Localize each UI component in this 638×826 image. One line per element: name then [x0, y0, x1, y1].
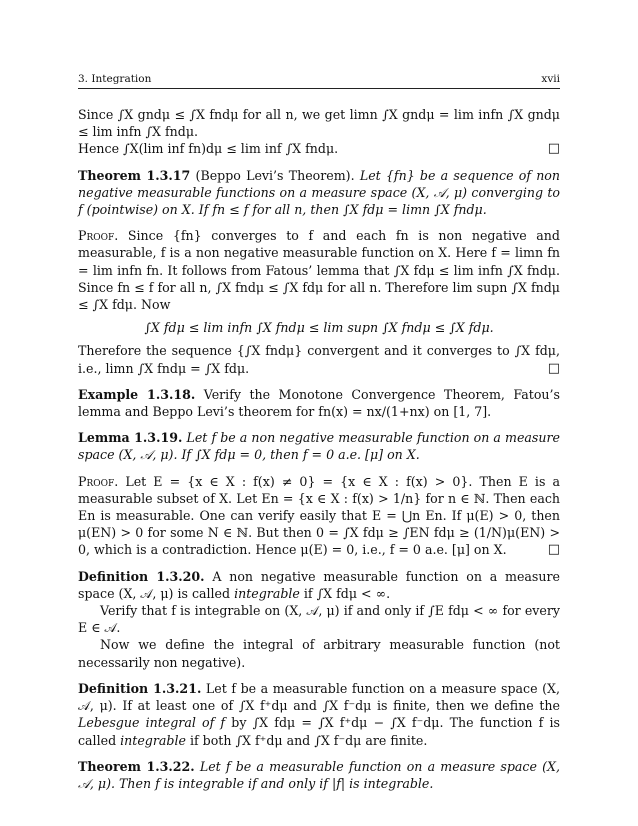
- verify-paragraph: Verify that f is integrable on (X, 𝒜, μ) if and only if ∫E fdμ < ∞ for every E ∈ 𝒜.: [78, 603, 560, 636]
- intro-line-1: Since ∫X gndμ ≤ ∫X fndμ for all n, we get limn ∫X gndμ = lim infn ∫X gndμ ≤ lim infn ∫X fndμ.: [78, 107, 560, 140]
- theorem-statement: Let {fn} be a sequence of non negative measurable functions on a measure space (X, 𝒜, μ) converging to f (pointwise) on X. If fn ≤ f for all n, then ∫X fdμ = limn ∫X fndμ.: [78, 167, 560, 218]
- definition-term-2: integrable: [120, 732, 186, 748]
- proof-keyword: Proof.: [78, 228, 119, 244]
- qed-symbol: □: [547, 542, 560, 558]
- definition-tail: if ∫X fdμ < ∞.: [303, 585, 391, 601]
- theorem-statement: Let f be a measurable function on a measure space (X, 𝒜, μ). Then f is integrable if and only if |f| is integrable.: [78, 758, 560, 791]
- proof-keyword: Proof.: [78, 473, 119, 489]
- example-text: Verify the Monotone Convergence Theorem, Fatou’s lemma and Beppo Levi’s theorem for fn(x) = nx/(1+nx) on [1, 7].: [78, 386, 560, 420]
- page-body: [78, 106, 560, 792]
- proof-text: Since {fn} converges to f and each fn is non negative and measurable, f is a non negative measurable function on X. Here f = limn fn = lim infn fn. It follows from Fatous’ lemma that ∫X fdμ ≤ lim infn ∫X fndμ. Since fn ≤ f for all n, ∫X fndμ ≤ ∫X fdμ for all n. Therefore lim supn ∫X fndμ ≤ ∫X fdμ. Now: [78, 228, 560, 313]
- display-equation: ∫X fdμ ≤ lim infn ∫X fndμ ≤ lim supn ∫X fndμ ≤ ∫X fdμ.: [144, 320, 494, 336]
- chapter-label: 3. Integration: [78, 73, 152, 85]
- theorem-title: Theorem 1.3.17: [78, 167, 191, 183]
- theorem-1-3-22: [78, 758, 560, 792]
- now-define-paragraph: Now we define the integral of arbitrary measurable function (not necessarily non negative).: [78, 637, 560, 670]
- lemma-statement: Let f be a non negative measurable function on a measure space (X, 𝒜, μ). If ∫X fdμ = 0, then f = 0 a.e. [μ] on X.: [78, 430, 560, 463]
- running-header: [78, 73, 560, 85]
- definition-text-2: by ∫X fdμ = ∫X f⁺dμ − ∫X f⁻dμ. The function f is called: [78, 715, 560, 748]
- proof-1-3-17: [78, 227, 560, 313]
- theorem-name: (Beppo Levi’s Theorem).: [195, 167, 355, 183]
- definition-title: Definition 1.3.21.: [78, 680, 202, 696]
- qed-symbol: □: [547, 141, 560, 157]
- definition-term: integrable: [234, 585, 300, 601]
- example-1-3-18: [78, 386, 560, 420]
- definition-text: A non negative measurable function on a measure space (X, 𝒜, μ) is called: [78, 568, 560, 601]
- definition-title: Definition 1.3.20.: [78, 568, 205, 584]
- example-title: Example 1.3.18.: [78, 386, 196, 402]
- lemma-1-3-19: [78, 429, 560, 463]
- definition-term: Lebesgue integral of f: [78, 715, 226, 731]
- proof-conclusion-text: Therefore the sequence {∫X fndμ} convergent and it converges to ∫X fdμ, i.e., limn ∫X fndμ = ∫X fdμ.: [78, 343, 560, 376]
- proof-text: Let E = {x ∈ X : f(x) ≠ 0} = {x ∈ X : f(x) > 0}. Then E is a measurable subset of X. Let En = {x ∈ X : f(x) > 1/n} for n ∈ ℕ. Then each En is measurable. One can verify easily that E = ⋃n En. If μ(E) > 0, then μ(EN) > 0 for some N ∈ ℕ. But then 0 = ∫X fdμ ≥ ∫EN fdμ ≥ (1/N)μ(EN) > 0, which is a contradiction. Hence μ(E) = 0, i.e., f = 0 a.e. [μ] on X.: [78, 473, 560, 558]
- intro-line-2: Hence ∫X(lim inf fn)dμ ≤ lim inf ∫X fndμ.: [78, 141, 339, 157]
- proof-1-3-19: [78, 473, 560, 559]
- definition-text-3: if both ∫X f⁺dμ and ∫X f⁻dμ are finite.: [189, 732, 428, 748]
- page-number: xvii: [541, 73, 560, 85]
- header-rule: [78, 88, 560, 89]
- qed-symbol: □: [547, 360, 560, 376]
- intro-paragraph: [78, 106, 560, 158]
- theorem-title: Theorem 1.3.22.: [78, 758, 195, 774]
- definition-1-3-20: [78, 568, 560, 602]
- definition-text-1: Let f be a measurable function on a measure space (X, 𝒜, μ). If at least one of ∫X f⁺dμ and ∫X f⁻dμ is finite, then we define the: [78, 680, 560, 714]
- theorem-1-3-17: [78, 167, 560, 219]
- definition-1-3-21: [78, 680, 560, 749]
- proof-conclusion: [78, 342, 560, 376]
- lemma-title: Lemma 1.3.19.: [78, 430, 183, 446]
